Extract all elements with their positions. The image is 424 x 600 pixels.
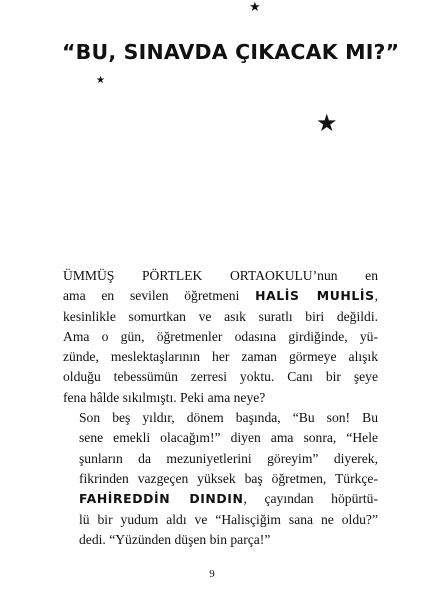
text-line: lü bir yudum aldı ve “Halisçiğim sana ne oldu?” xyxy=(79,511,378,527)
text-line: kesinlikle somurtkan ve asık suratlı biri değildi. xyxy=(63,308,378,324)
text-line: fena hâlde sıkılmıştı. Peki ama neye? xyxy=(63,389,266,405)
text-line: Ama o gün, öğretmenler odasına girdiğinde, yü- xyxy=(63,328,378,344)
text-line: fikrinden vazgeçen yüksek baş öğretmen, Türkçe- xyxy=(79,470,378,486)
text-line: ama en sevilen öğretmeni HALİS MUHLİS, xyxy=(63,288,379,304)
paragraph xyxy=(63,266,378,408)
text-line: Son beş yıldır, dönem başında, “Bu son! Bu xyxy=(79,410,378,426)
paragraph xyxy=(63,408,378,550)
chapter-title: “BU, SINAVDA ÇIKACAK MI?” xyxy=(62,40,400,64)
page-number: 9 xyxy=(209,568,215,580)
text-line: olduğu tebessümün zerresi yoktu. Canı bir şeye xyxy=(63,369,378,385)
character-name: FAHİREDDİN DINDIN xyxy=(79,491,244,507)
body-text xyxy=(63,266,378,550)
text-line: ÜMMÜŞ PÖRTLEK ORTAOKULU’nun en xyxy=(63,268,378,283)
text-line: sene emekli olacağım!” diyen ama sonra, “Hele xyxy=(79,430,378,446)
text-line: şunların da mezuniyetlerini göreyim” diyerek, xyxy=(79,450,378,466)
text-line: dedi. “Yüzünden düşen bin parça!” xyxy=(79,531,271,547)
star-icon: ★ xyxy=(316,111,338,137)
character-name: HALİS MUHLİS xyxy=(255,288,375,304)
star-icon: ★ xyxy=(96,75,105,86)
text-line: zünde, meslektaşlarının her zaman görmeye alışık xyxy=(63,349,378,365)
text-line: FAHİREDDİN DINDIN, çayından höpürtü- xyxy=(79,491,378,507)
star-icon: ★ xyxy=(249,0,261,14)
